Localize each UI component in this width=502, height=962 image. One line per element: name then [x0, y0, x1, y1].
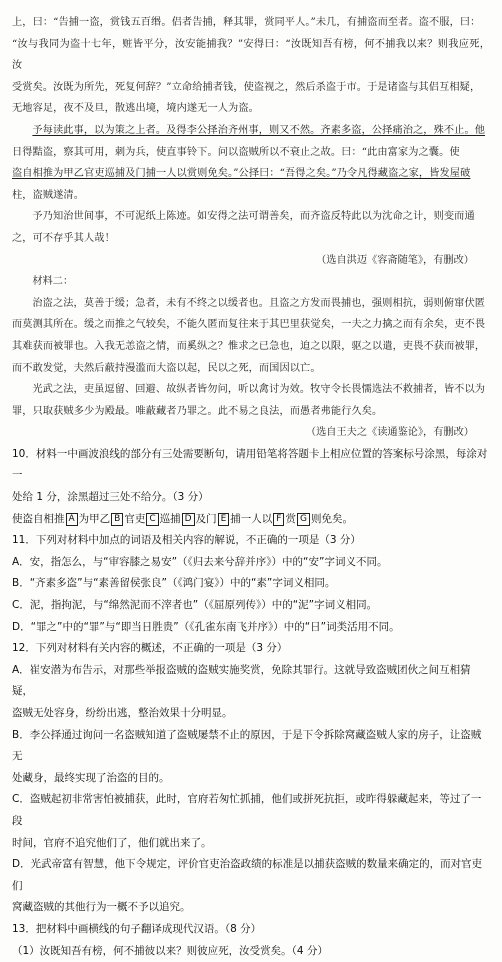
question-12-stem: 12．下列对材料有关内容的概述，不正确的一项是（3 分）	[12, 642, 288, 655]
question-12-line: A．崔安潜为布告示，对那些举报盗贼的盗贼实施奖赏，免除其罪行。这就导致盗贼团伙之间互相猜疑，	[12, 663, 471, 698]
passage-1-line: “汝与我同为盗十七年，赃皆平分，汝安能捕我？”安得曰：“汝既知吾有榜，何不捕我以来？则我应死，汝	[12, 38, 490, 72]
question-12-line: 窝藏盗贼的其他行为一概不予以追究。	[12, 901, 191, 914]
break-mark-c[interactable]: C	[146, 513, 158, 526]
break-mark-a[interactable]: A	[66, 513, 78, 526]
question-12-line: 盗贼无处容身，纷纷出逃，整治效果十分明显。	[12, 707, 233, 719]
sentence-part: 为甲乙	[78, 512, 111, 525]
questions	[12, 444, 490, 962]
sentence-part: 官吏	[124, 512, 146, 525]
question-11-option-d: D．“罪之”中的“罪”与“即当日胜贵”（《孔雀东南飞并序》）中的“日”词类活用不同。	[12, 620, 400, 633]
break-mark-e[interactable]: E	[218, 513, 230, 526]
break-mark-d[interactable]: D	[182, 513, 195, 526]
question-10-line: 处给 1 分，涂黑超过三处不给分。（3 分）	[12, 491, 209, 504]
passage-1-p2-line: 盗自相推为甲乙官吏巡捕及门捕一人以赏则免矣。”公择曰：“吾得之矣。”乃令凡得藏盗之家，皆发屋破	[12, 168, 471, 180]
passage-1-line: 上，曰：“告捕一盗，赏钱五百缗。侣者告捕，释其罪，赏同平人。”未几，有捕盗而至者。盗不服，曰：	[12, 17, 481, 28]
break-mark-g[interactable]: G	[297, 513, 310, 526]
sentence-part: 捕一人以	[230, 512, 273, 525]
passage-1-p2-line: 日得黠盗，察其可用，刺为兵，使直事铃下。问以盗贼所以不衰止之故。曰：“此由富家为之囊。使	[12, 146, 460, 158]
passage-2-p1-line: 其难获而被罪也。入我无恙盗之情，而奚纵之？惟求之已急也，迫之以限，驱之以遣，吏畏不获而被罪，	[12, 340, 486, 352]
sentence-part: 巡捕	[159, 512, 181, 525]
question-11-stem: 11．下列对材料中加点的词语及相关内容的解说，不正确的一项是（3 分）	[12, 534, 361, 547]
question-11-option-a: A．安，指怎么，与“审容膝之易安”（《归去来兮辞并序》）中的“安”字词义不同。	[12, 555, 388, 568]
passage-1	[12, 12, 490, 271]
passage-1-p2-line: 柱，盗贼遂清。	[12, 189, 85, 201]
question-10-line: 10．材料一中画波浪线的部分有三处需要断句，请用铅笔将答题卡上相应位置的答案标号涂黑，每涂对一	[12, 447, 488, 482]
question-12-line: B．李公择通过询问一名盗贼知道了盗贼屡禁不止的原因，于是下令拆除窝藏盗贼人家的房子，让盗贼无	[12, 728, 482, 763]
passage-2-p2-line: 罪，只取获贼多少为殿最。唯蔽藏者乃罪之。此不易之良法，而愚者弗能行久矣。	[12, 405, 383, 417]
question-11-option-b: B．“齐素多盗”与“素善留侯张良”（《鸿门宴》）中的“素”字词义相同。	[12, 577, 336, 590]
question-13-stem: 13．把材料中画横线的句子翻译成现代汉语。（8 分）	[12, 922, 262, 935]
passage-2-p1-line: 而不敢发觉，夫然后蔽持漫滥而大盗以起，民以之死，而国因以亡。	[12, 362, 321, 374]
sentence-part: 则免矣。	[310, 512, 353, 525]
question-12-line: D．光武帝富有智慧，他下令规定，评价官吏治盗政绩的标准是以捕获盗贼的数量来确定的，而对官吏们	[12, 858, 483, 892]
passage-2-source: （选自王夫之《读通鉴论》，有删改）	[305, 427, 474, 439]
break-mark-f[interactable]: F	[273, 513, 284, 526]
question-10-sentence	[12, 509, 490, 531]
passage-1-source: （选自洪迈《容斋随笔》，有删改）	[316, 254, 474, 266]
question-13-item-1: （1）汝既知吾有榜，何不捕彼以来？则彼应死，汝受赏矣。（4 分）	[12, 944, 328, 957]
sentence-part: 及门	[195, 512, 217, 525]
passage-1-line: 无地容足，夜不及旦，散逃出境，境内遂无一人为盗。	[12, 103, 259, 115]
break-mark-b[interactable]: B	[111, 513, 123, 526]
question-11-option-c: C．泥，指拘泥，与“绵然泥而不滓者也”（《屈原列传》）中的“泥”字词义相同。	[12, 599, 378, 612]
passage-1-p3-line: 之，可不存乎其人哉！	[12, 232, 115, 244]
question-12-line: C．盗贼起初非常害怕被捕获，此时，官府若匆忙抓捕，他们或拼死抗拒，或昨得躲藏起来，等过了一段	[12, 793, 482, 827]
passage-2	[12, 271, 490, 444]
sentence-part: 赏	[285, 512, 296, 525]
question-12-line: 时间，官府不追究他们了，他们就出来了。	[12, 836, 212, 849]
passage-2-p2-line: 光武之法，吏虽逗留、回避、故纵者皆勿问，听以禽讨为效。牧守令长畏懦选法不救捕者，皆不以为	[32, 384, 486, 396]
passage-2-p1-line: 而莫测其所在。缓之而推之气较矣，不能久匿而复往来于其巴里获觉矣，一夫之力擒之而有余矣，吏不畏	[12, 319, 486, 331]
passage-2-p1-line: 治盗之法，莫善于缓；急者，未有不终之以缓者也。且盗之方发而畏捕也，强则相抗，弱则俯窜伏匿	[32, 297, 486, 309]
passage-1-p2-line: 予每读此事，以为策之上者。及得李公择治齐州事，则又不然。齐素多盗，公择痛治之，殊不止。他	[32, 124, 486, 136]
question-12-line: 处藏身，最终实现了治盗的目的。	[12, 771, 170, 784]
passage-2-heading: 材料二：	[32, 276, 74, 288]
passage-1-line: 受赏矣。汝既为所先，死复何辞？”立命给捕者钱，使盗视之，然后杀盗于市。于是诸盗与其侣互相疑，	[12, 81, 481, 93]
passage-1-p3-line: 予乃知治世间事，不可泥纸上陈迹。如安得之法可谓善矣，而齐盗反特此以为沈命之计，则变而通	[32, 211, 475, 223]
sentence-part: 使盗自相推	[12, 512, 65, 525]
